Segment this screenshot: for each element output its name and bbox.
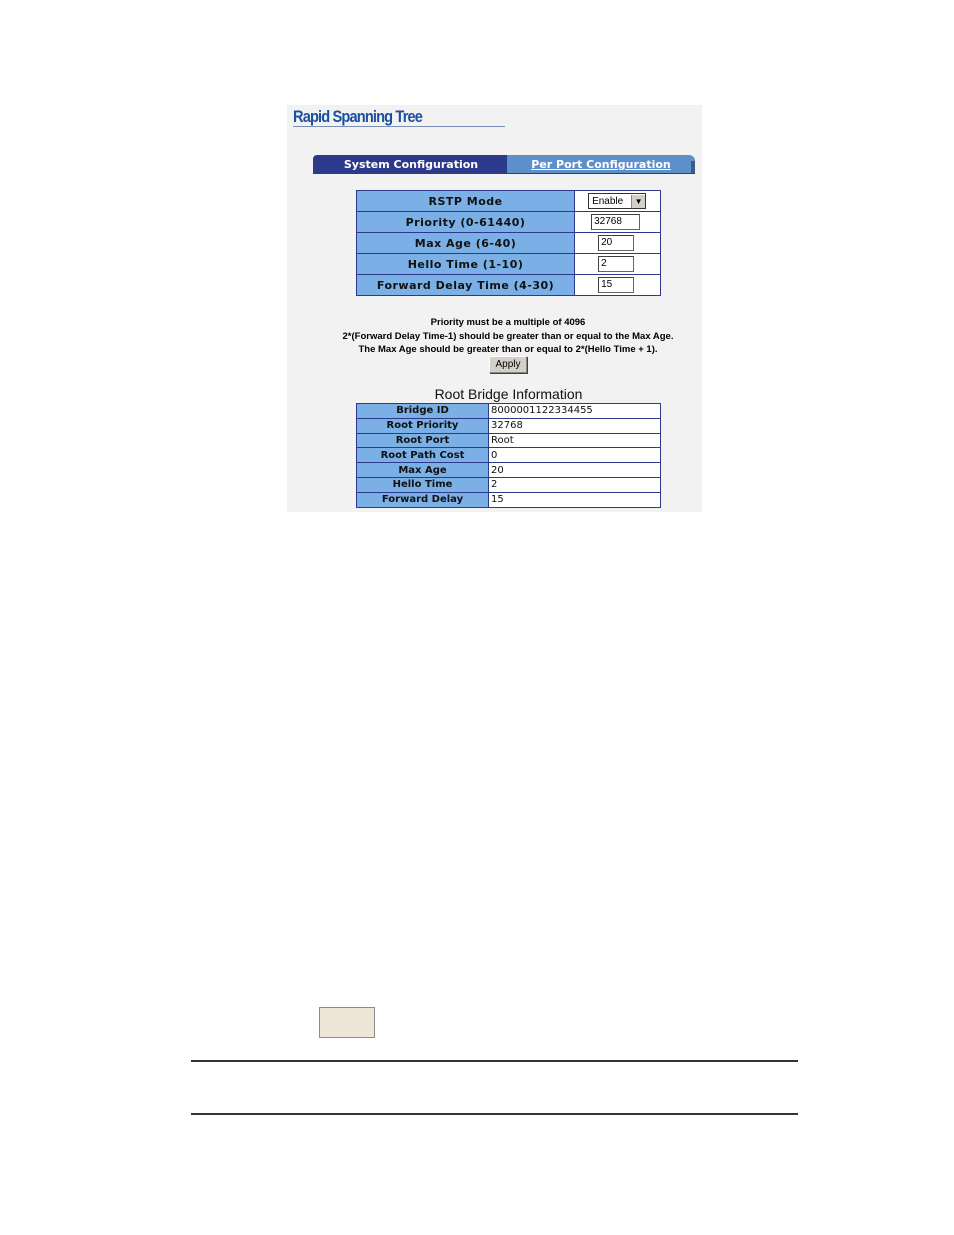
rstp-panel: [287, 105, 702, 512]
root-port-label: Root Port: [357, 433, 489, 448]
table-row: [357, 404, 661, 419]
table-row: [357, 433, 661, 448]
chevron-down-icon[interactable]: ▼: [631, 195, 645, 208]
root-bridge-table: [356, 403, 661, 508]
note-priority: Priority must be a multiple of 4096: [430, 317, 586, 328]
config-row-hello-time: [357, 254, 661, 275]
table-row: [357, 477, 661, 492]
note-forward-delay: 2*(Forward Delay Time-1) should be greater than or equal to the Max Age.: [342, 330, 674, 342]
max-age-label: Max Age (6-40): [357, 233, 575, 254]
page-title: Rapid Spanning Tree: [293, 107, 423, 126]
config-row-priority: [357, 212, 661, 233]
rstp-mode-select[interactable]: [588, 193, 646, 209]
divider-bottom: [191, 1113, 798, 1115]
tab-underline: [313, 173, 695, 174]
table-row: [357, 492, 661, 507]
config-notes: [307, 316, 709, 357]
root-port-value: Root: [489, 433, 661, 448]
blank-button[interactable]: [319, 1007, 375, 1038]
rstp-mode-label: RSTP Mode: [357, 191, 575, 212]
title-underline: [293, 126, 505, 127]
bridge-id-label: Bridge ID: [357, 404, 489, 419]
config-row-forward-delay: [357, 275, 661, 296]
max-age-info-label: Max Age: [357, 463, 489, 478]
priority-label: Priority (0-61440): [357, 212, 575, 233]
tab-system-configuration[interactable]: System Configuration: [313, 155, 509, 174]
rstp-mode-value: Enable: [592, 195, 624, 207]
forward-delay-info-value: 15: [489, 492, 661, 507]
table-row: [357, 448, 661, 463]
note-max-age: The Max Age should be greater than or equal to 2*(Hello Time + 1).: [358, 344, 658, 355]
hello-time-info-value: 2: [489, 477, 661, 492]
forward-delay-input[interactable]: 15: [598, 277, 634, 293]
divider-top: [191, 1060, 798, 1062]
hello-time-label: Hello Time (1-10): [357, 254, 575, 275]
max-age-info-value: 20: [489, 463, 661, 478]
forward-delay-info-label: Forward Delay: [357, 492, 489, 507]
table-row: [357, 463, 661, 478]
hello-time-info-label: Hello Time: [357, 477, 489, 492]
hello-time-input[interactable]: 2: [598, 256, 634, 272]
root-priority-label: Root Priority: [357, 418, 489, 433]
table-row: [357, 418, 661, 433]
forward-delay-label: Forward Delay Time (4-30): [357, 275, 575, 296]
root-bridge-title: Root Bridge Information: [434, 386, 583, 402]
bridge-id-value: 8000001122334455: [489, 404, 661, 419]
root-path-cost-label: Root Path Cost: [357, 448, 489, 463]
root-priority-value: 32768: [489, 418, 661, 433]
tab-per-port-configuration[interactable]: Per Port Configuration: [507, 155, 695, 174]
rstp-config-table: [356, 190, 661, 296]
priority-input[interactable]: 32768: [591, 214, 640, 230]
root-path-cost-value: 0: [489, 448, 661, 463]
config-row-rstp-mode: [357, 191, 661, 212]
config-row-max-age: [357, 233, 661, 254]
apply-button[interactable]: Apply: [489, 356, 527, 373]
max-age-input[interactable]: 20: [598, 235, 634, 251]
